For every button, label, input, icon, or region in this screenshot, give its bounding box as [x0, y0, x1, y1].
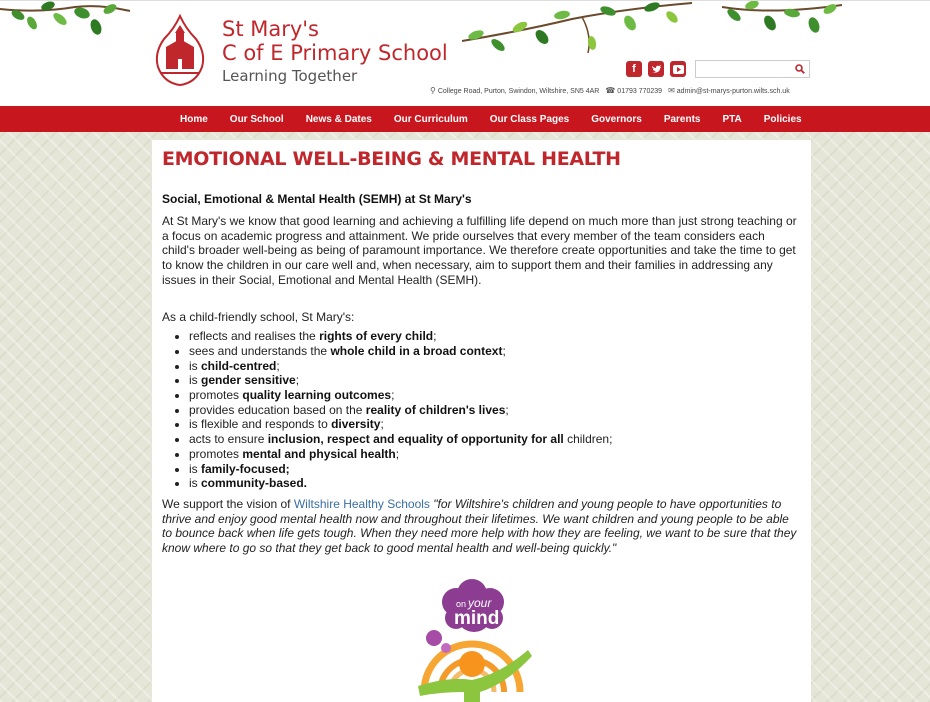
section-heading: Social, Emotional & Mental Health (SEMH) at St Mary's	[162, 192, 472, 206]
contact-info	[430, 86, 790, 95]
list-item: • acts to ensure inclusion, respect and equality of opportunity for all children;	[189, 432, 801, 447]
list-item: • is gender sensitive;	[189, 373, 801, 388]
nav-item-home[interactable]: Home	[180, 113, 208, 125]
address-item	[430, 86, 599, 95]
list-item: • is community-based.	[189, 476, 801, 491]
envelope-icon: ✉	[668, 86, 675, 95]
phone-item[interactable]	[605, 86, 662, 95]
list-item: • promotes mental and physical health;	[189, 447, 801, 462]
nav-item-news-dates[interactable]: News & Dates	[305, 113, 372, 125]
list-item: • is child-centred;	[189, 359, 801, 374]
nav-item-parents[interactable]: Parents	[663, 113, 701, 125]
list-item: • is family-focused;	[189, 462, 801, 477]
nav-item-our-curriculum[interactable]: Our Curriculum	[393, 113, 468, 125]
school-name[interactable]	[222, 17, 448, 65]
nav-item-our-school[interactable]: Our School	[229, 113, 284, 125]
logo-text-your: your	[468, 596, 492, 610]
list-item: • reflects and realises the rights of every child;	[189, 329, 801, 344]
list-item: • sees and understands the whole child in a broad context;	[189, 344, 801, 359]
leaves-decoration-left	[0, 1, 140, 46]
email-item[interactable]	[668, 86, 790, 95]
nav-item-governors[interactable]: Governors	[591, 113, 642, 125]
main-nav	[0, 106, 930, 132]
school-crest-logo[interactable]	[152, 13, 208, 87]
page-title: EMOTIONAL WELL-BEING & MENTAL HEALTH	[162, 148, 621, 170]
search-icon[interactable]	[795, 64, 805, 74]
nav-item-our-class-pages[interactable]: Our Class Pages	[489, 113, 570, 125]
logo-text-on: on	[456, 599, 467, 609]
nav-item-pta[interactable]: PTA	[722, 113, 742, 125]
leaves-decoration-center	[462, 1, 692, 63]
school-name-line1: St Mary's	[222, 17, 320, 41]
list-lead: As a child-friendly school, St Mary's:	[162, 309, 355, 324]
map-pin-icon: ⚲	[430, 86, 436, 95]
site-header	[0, 0, 930, 107]
youtube-icon[interactable]	[670, 61, 686, 77]
address-text: College Road, Purton, Swindon, Wiltshire, SN5 4AR	[437, 88, 600, 95]
wiltshire-healthy-schools-link[interactable]: Wiltshire Healthy Schools	[293, 496, 430, 511]
list-item: • provides education based on the reality of children's lives;	[189, 403, 801, 418]
vision-paragraph: We support the vision of Wiltshire Healthy Schools "for Wiltshire's children and young people to have opportunities to thrive and enjoy good mental health now and throughout their lifetimes. We want children and young people to be able to bounce back when life gets tough. When they need more help with how they are feeling, we want to be sure that they know where to go so that they get back to good mental health and well-being quickly."	[162, 496, 797, 556]
nav-item-policies[interactable]: Policies	[763, 113, 802, 125]
logo-text-mind: mind	[454, 608, 500, 629]
school-name-line2: C of E Primary School	[222, 41, 448, 65]
intro-paragraph: At St Mary's we know that good learning and achieving a fulfilling life depend on much more than just strong teaching or a focus on academic progress and attainment. We pride ourselves that every member of the team considers each child's broader well-being as being of paramount importance. We therefore create opportunities and take the time to get to know the children in our care well and, when necessary, aim to support them and their families in addressing any issues in their Social, Emotional and Mental Health (SEMH).	[162, 214, 797, 287]
school-tagline: Learning Together	[222, 67, 358, 85]
phone-icon: ☎	[605, 86, 616, 95]
email-text: admin@st-marys-purton.wilts.sch.uk	[676, 88, 790, 95]
list-item: • is flexible and responds to diversity;	[189, 417, 801, 432]
twitter-icon[interactable]	[648, 61, 664, 77]
phone-text: 01793 770239	[617, 88, 663, 95]
on-your-mind-logo	[410, 576, 540, 702]
search-input[interactable]	[696, 64, 795, 80]
list-item: • promotes quality learning outcomes;	[189, 388, 801, 403]
facebook-icon[interactable]: f	[626, 61, 642, 77]
social-links	[626, 61, 686, 77]
child-friendly-list	[162, 329, 801, 491]
search-box	[695, 60, 810, 78]
main-content	[152, 140, 811, 702]
leaves-decoration-right	[722, 1, 842, 43]
vision-quote: "for Wiltshire's children and young people to have opportunities to thrive and enjoy good mental health now and throughout their lifetimes. We want children and young people to be able to bounce back when life gets tough. When they need more help with how they are feeling, we want to be sure that they know where to go so that they get back to good mental health and well-being quickly."	[162, 496, 797, 556]
